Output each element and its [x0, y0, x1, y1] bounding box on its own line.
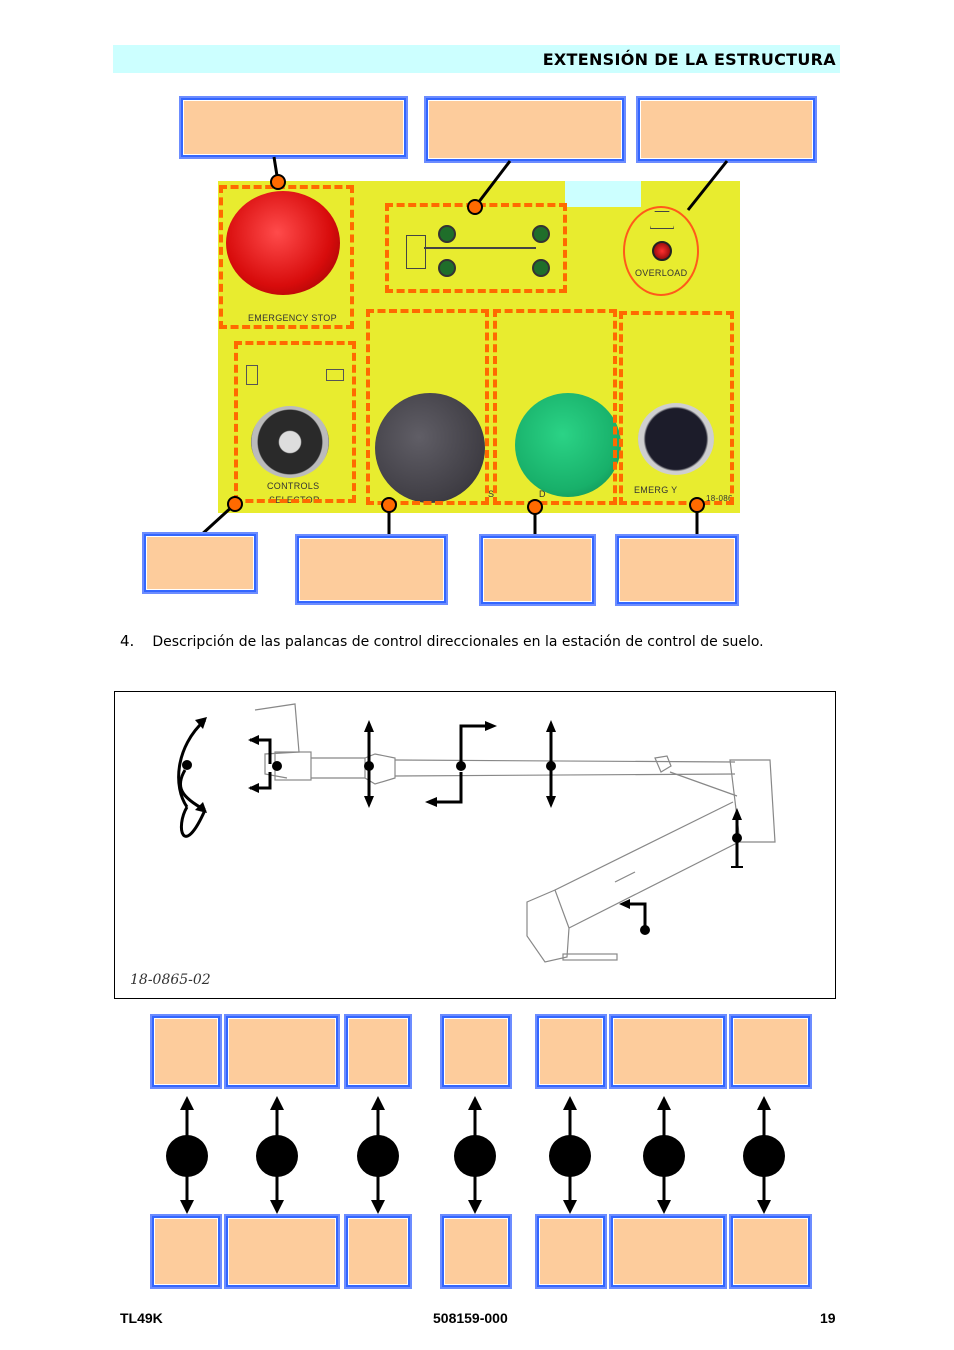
green-button-label: D — [539, 489, 546, 499]
lever-knob-icon — [643, 1135, 685, 1177]
arrow-up-icon — [371, 1096, 385, 1110]
lever-knob-icon — [166, 1135, 208, 1177]
lever-knob-icon — [357, 1135, 399, 1177]
instruction-number: 4. — [120, 632, 135, 650]
panel-code: 18-086 — [706, 494, 733, 503]
arrow-down-icon — [468, 1200, 482, 1214]
footer-page-number: 19 — [820, 1310, 836, 1326]
arrow-up-icon — [757, 1096, 771, 1110]
emergency-stop-label: EMERGENCY STOP — [248, 313, 337, 323]
controls-selector-label-1: CONTROLS — [267, 481, 320, 491]
arrow-up-icon — [180, 1096, 194, 1110]
arrow-up-icon — [270, 1096, 284, 1110]
lever-knob-icon — [743, 1135, 785, 1177]
section-title: EXTENSIÓN DE LA ESTRUCTURA — [542, 50, 836, 69]
arrow-down-icon — [563, 1200, 577, 1214]
arrow-up-icon — [657, 1096, 671, 1110]
arrow-down-icon — [657, 1200, 671, 1214]
lever-knob-icon — [549, 1135, 591, 1177]
figure-id: 18-0865-02 — [130, 972, 211, 988]
footer-model: TL49K — [120, 1310, 163, 1326]
arrow-down-icon — [757, 1200, 771, 1214]
arrow-down-icon — [180, 1200, 194, 1214]
emergency-switch-label: EMERG Y — [634, 485, 678, 495]
instruction-text: Descripción de las palancas de control direccionales en la estación de control de suelo. — [152, 634, 764, 650]
footer-part-number: 508159-000 — [433, 1310, 508, 1326]
controls-selector-label-2: SELECTOR — [269, 495, 320, 505]
lever-knob-icon — [256, 1135, 298, 1177]
overload-label: OVERLOAD — [635, 268, 688, 278]
arrow-down-icon — [371, 1200, 385, 1214]
arrow-up-icon — [468, 1096, 482, 1110]
grey-button-label: S — [488, 489, 495, 499]
lever-knob-icon — [454, 1135, 496, 1177]
arrow-up-icon — [563, 1096, 577, 1110]
arrow-down-icon — [270, 1200, 284, 1214]
